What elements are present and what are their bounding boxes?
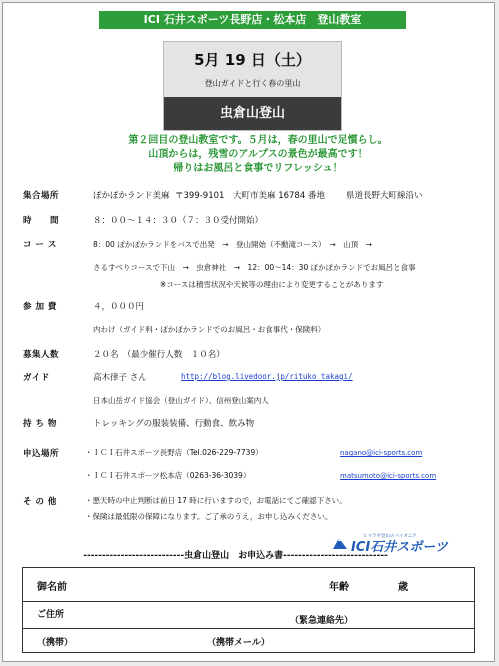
apply-email-nagano[interactable]: nagano@ici-sports.com bbox=[340, 449, 423, 457]
intro-line-1: 第２回目の登山教室です。５月は，春の里山で足慣らし。 bbox=[128, 135, 388, 146]
fee-breakdown: 内わけ（ガイド料・ぽかぽかランドでのお風呂・お食事代・保険料） bbox=[93, 325, 326, 334]
guide-blog-link[interactable]: http://blog.livedoor.jp/rituko_takagi/ bbox=[181, 372, 353, 381]
course-label: コ ー ス bbox=[23, 240, 57, 250]
time-label: 時 間 bbox=[23, 216, 60, 226]
intro-line-3: 帰りはお風呂と食事でリフレッシュ！ bbox=[173, 163, 343, 174]
form-divider-2 bbox=[23, 628, 474, 629]
other-line-2: ・保険は最低限の保障になります。ご了承のうえ，お申し込みください。 bbox=[85, 512, 333, 521]
apply-email-matsumoto[interactable]: matsumoto@ici-sports.com bbox=[340, 472, 437, 480]
form-mobile-mail-label: （携帯メール） bbox=[207, 638, 270, 648]
header-banner: ICI 石井スポーツ長野店・松本店 登山教室 bbox=[99, 11, 406, 29]
items-value: トレッキングの服装装備、行動食、飲み物 bbox=[93, 419, 255, 429]
course-line-2: さるすべりコースで下山 → 虫倉神社 → 12：00～14：30 ぽかぽかランドでお風呂と食事 bbox=[93, 263, 416, 272]
form-emergency-label: （緊急連絡先） bbox=[290, 616, 354, 626]
items-label: 持 ち 物 bbox=[23, 419, 57, 429]
meeting-road: 県道長野大町線沿い bbox=[346, 191, 423, 201]
capacity-label: 募集人数 bbox=[23, 350, 60, 360]
form-name-label: 御名前 bbox=[37, 582, 67, 593]
capacity-value: ２０名 （最少催行人数 １０名） bbox=[93, 350, 225, 360]
application-form bbox=[22, 567, 475, 653]
course-note: ※コースは積雪状況や天候等の理由により変更することがあります bbox=[160, 280, 384, 289]
other-line-1: ・悪天時の中止判断は前日 17 時に行いますので，お電話にてご確認下さい。 bbox=[85, 496, 347, 505]
intro-line-2: 山頂からは，残雪のアルプスの景色が最高です！ bbox=[148, 149, 368, 160]
form-age-label: 年齢 bbox=[329, 582, 349, 593]
apply-store-nagano: ・ＩＣＩ石井スポーツ長野店（Tel.026-229-7739） bbox=[85, 448, 263, 457]
apply-label: 申込場所 bbox=[23, 449, 60, 459]
meeting-zip: 〒399-9101 bbox=[175, 191, 225, 201]
fee-label: 参 加 費 bbox=[23, 302, 57, 312]
course-line-1: 8：00 ぽかぽかランドをバスで出発 → 登山開始（不動滝コース） → 山頂 → bbox=[93, 240, 372, 249]
guide-name: 高木律子 さん bbox=[93, 373, 147, 383]
logo-tagline: ヒマラヤ登山のパイオニア bbox=[363, 534, 417, 539]
meeting-label: 集合場所 bbox=[23, 191, 60, 201]
fee-value: ４，０００円 bbox=[93, 302, 145, 312]
time-value: ８：００～１４：３０（７：３０受付開始） bbox=[93, 216, 264, 226]
form-mobile-label: （携帯） bbox=[37, 638, 74, 648]
other-label: そ の 他 bbox=[23, 497, 57, 507]
form-title: ---------------------------虫倉山登山 お申込み書---------------------------- bbox=[83, 551, 388, 561]
event-title-box bbox=[163, 41, 342, 131]
flyer-page bbox=[2, 2, 495, 662]
form-divider-1 bbox=[23, 601, 474, 602]
event-date: 5月 19 日（土） bbox=[194, 51, 311, 69]
apply-store-matsumoto: ・ＩＣＩ石井スポーツ松本店（0263-36-3039） bbox=[85, 471, 251, 480]
guide-affiliation: 日本山岳ガイド協会（登山ガイド）、信州登山案内人 bbox=[93, 396, 269, 405]
guide-label: ガイド bbox=[23, 373, 50, 383]
event-subtitle: 登山ガイドと行く春の里山 bbox=[204, 79, 301, 88]
form-age-unit: 歳 bbox=[398, 582, 408, 593]
logo-name: ICI石井スポーツ bbox=[351, 540, 448, 555]
meeting-address: 大町市美麻 16784 番地 bbox=[233, 191, 325, 201]
meeting-place: ぽかぽかランド美麻 bbox=[93, 191, 170, 201]
form-address-label: ご住所 bbox=[37, 610, 65, 620]
mountain-name: 虫倉山登山 bbox=[164, 97, 341, 130]
